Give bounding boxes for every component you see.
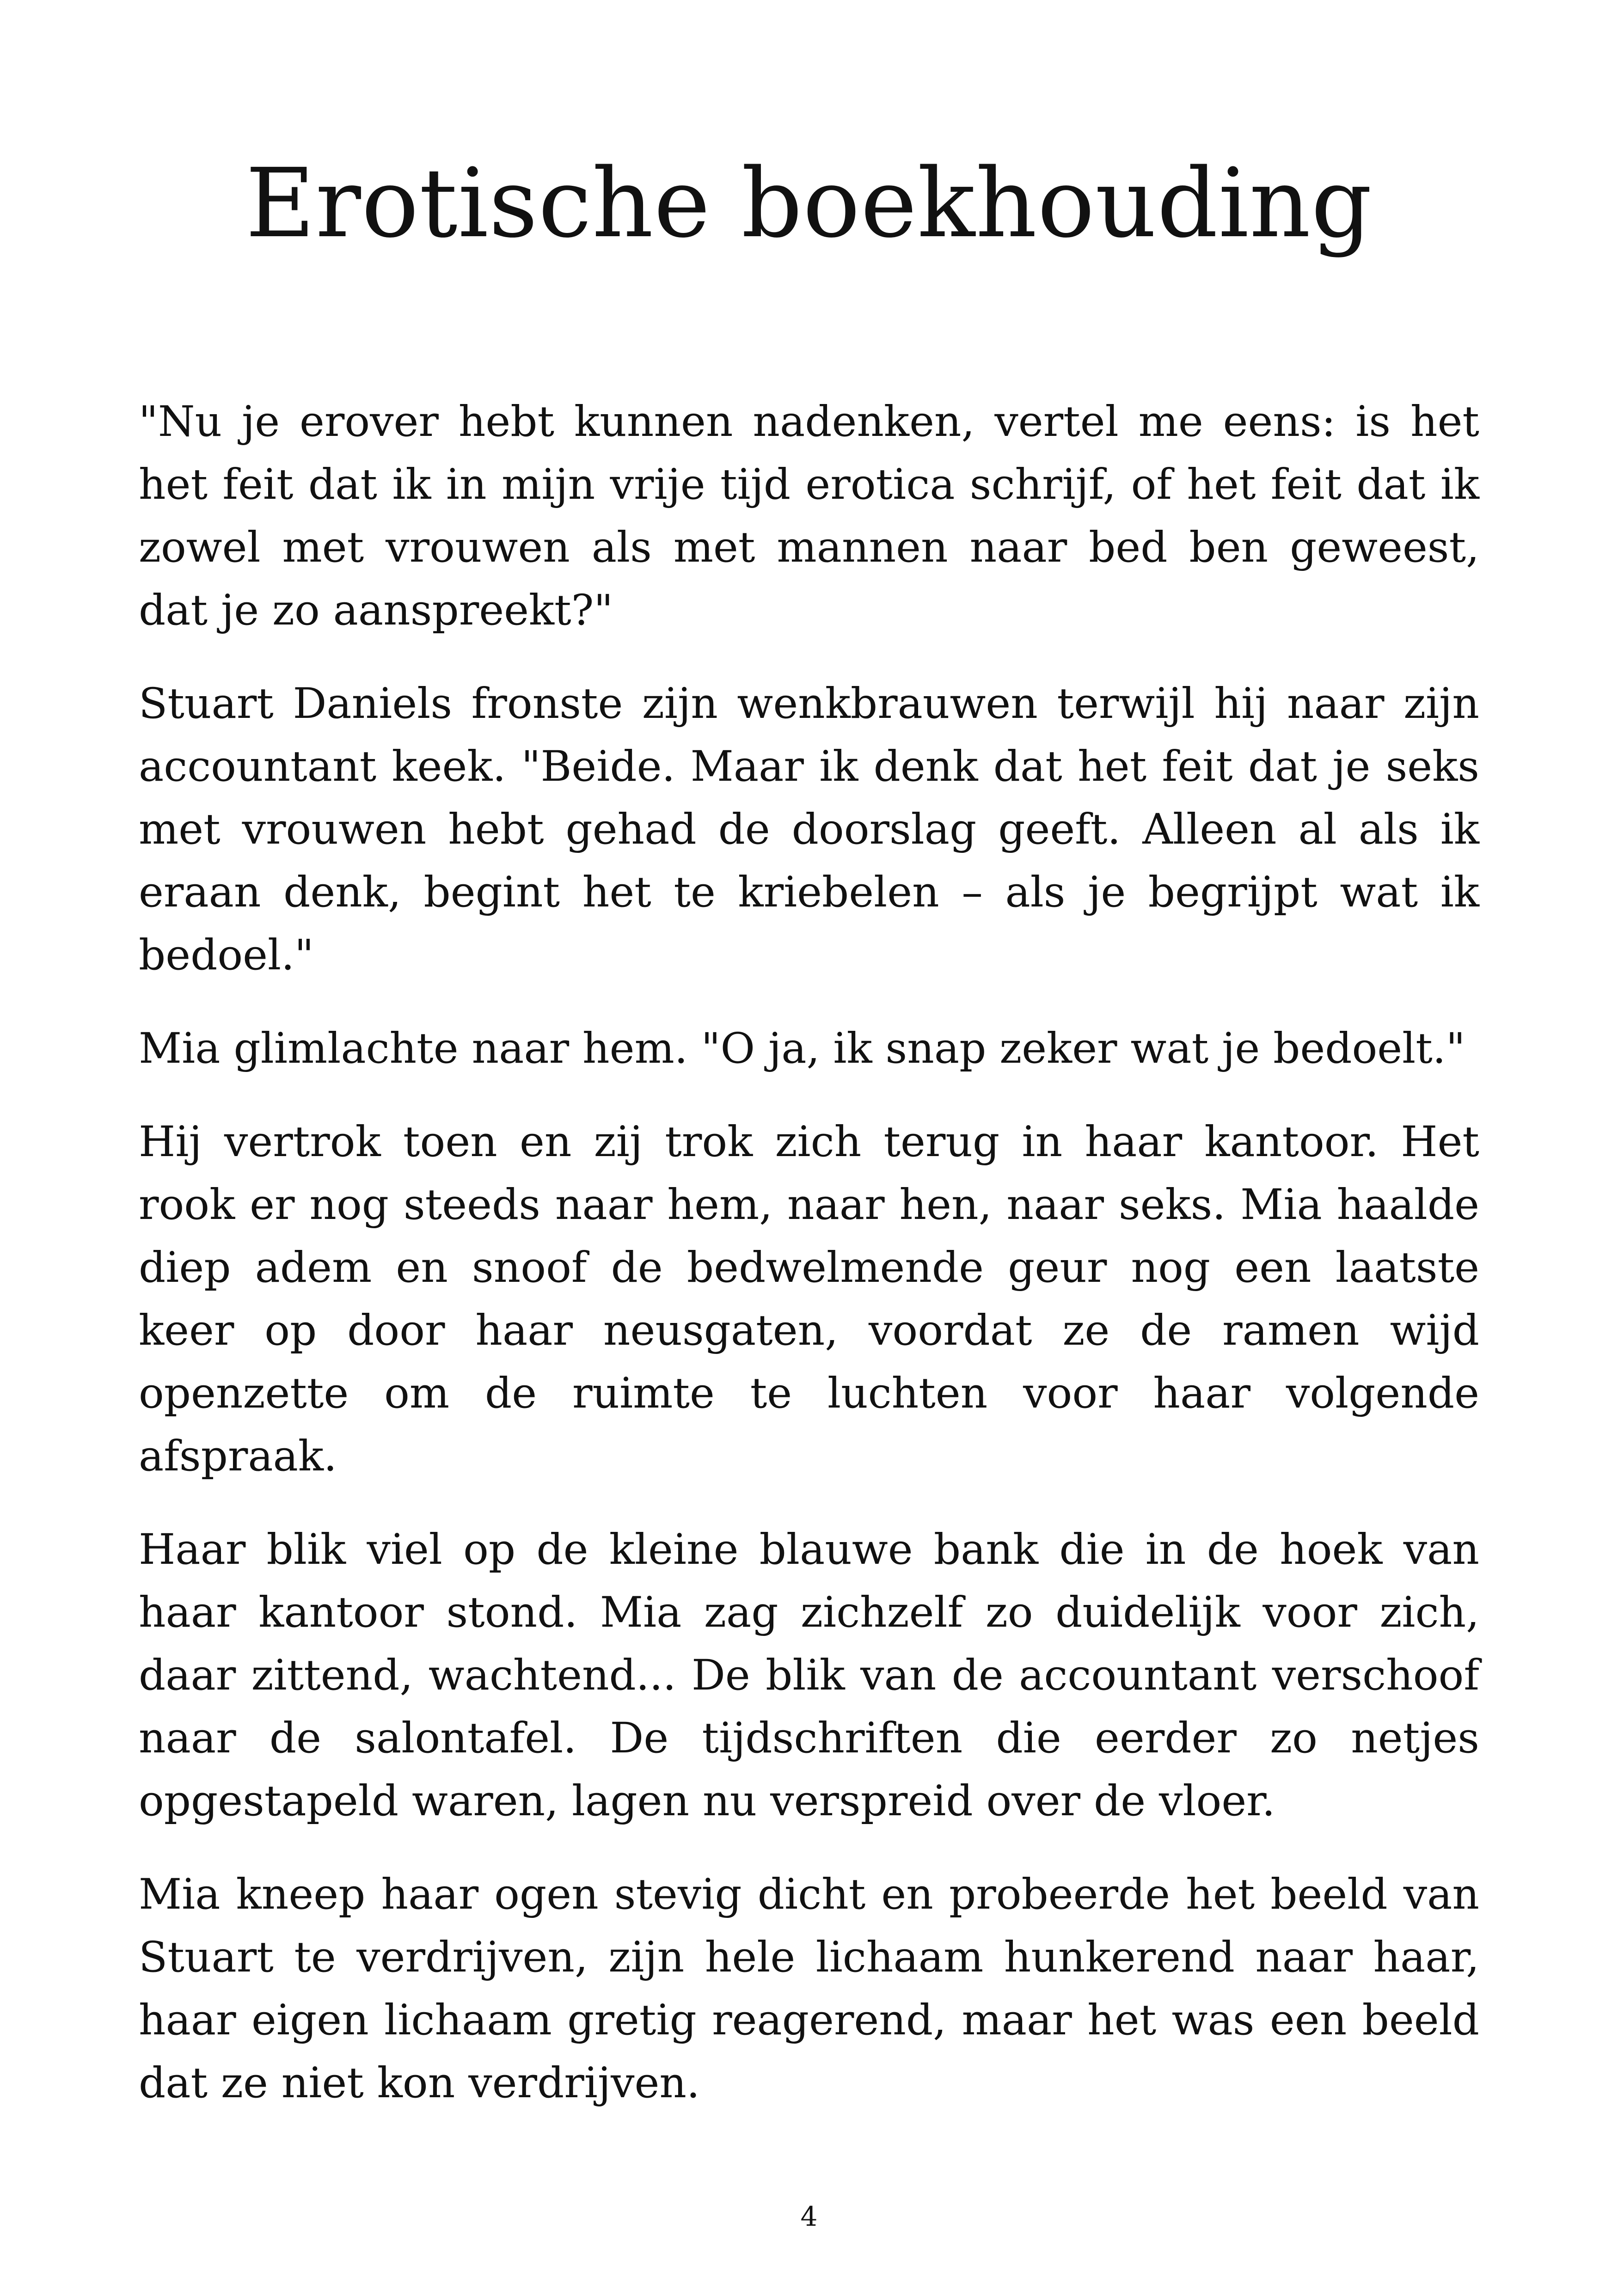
paragraph: "Nu je erover hebt kunnen nadenken, vertel me eens: is het het feit dat ik in mijn vrije tijd erotica schrijf, of het feit dat ik zowel met vrouwen als met mannen naar bed ben geweest, dat je zo aanspreekt?": [139, 398, 1479, 635]
paragraph: Haar blik viel op de kleine blauwe bank die in de hoek van haar kantoor stond. Mia zag zichzelf zo duidelijk voor zich, daar zittend, wachtend... De blik van de accountant verschoof naar de salontafel. De tijdschriften die eerder zo netjes opgestapeld waren, lagen nu verspreid over de vloer.: [139, 1525, 1479, 1825]
paragraph: Stuart Daniels fronste zijn wenkbrauwen terwijl hij naar zijn accountant keek. "Beide. Maar ik denk dat het feit dat je seks met vrouwen hebt gehad de doorslag geeft. Alleen al als ik eraan denk, begint het te kriebelen – als je begrijpt wat ik bedoel.": [139, 680, 1479, 980]
page-title: Erotische boekhouding: [245, 148, 1373, 259]
paragraph: Mia glimlachte naar hem. "O ja, ik snap zeker wat je bedoelt.": [139, 1024, 1465, 1073]
paragraph: Mia kneep haar ogen stevig dicht en probeerde het beeld van Stuart te verdrijven, zijn hele lichaam hunkerend naar haar, haar eigen lichaam gretig reagerend, maar het was een beeld dat ze niet kon verdrijven.: [139, 1870, 1479, 2107]
paragraph: Hij vertrok toen en zij trok zich terug in haar kantoor. Het rook er nog steeds naar hem, naar hen, naar seks. Mia haalde diep adem en snoof de bedwelmende geur nog een laatste keer op door haar neusgaten, voordat ze de ramen wijd openzette om de ruimte te luchten voor haar volgende afspraak.: [139, 1118, 1479, 1481]
page-number: 4: [800, 2201, 818, 2232]
body-text: [139, 391, 1479, 2145]
